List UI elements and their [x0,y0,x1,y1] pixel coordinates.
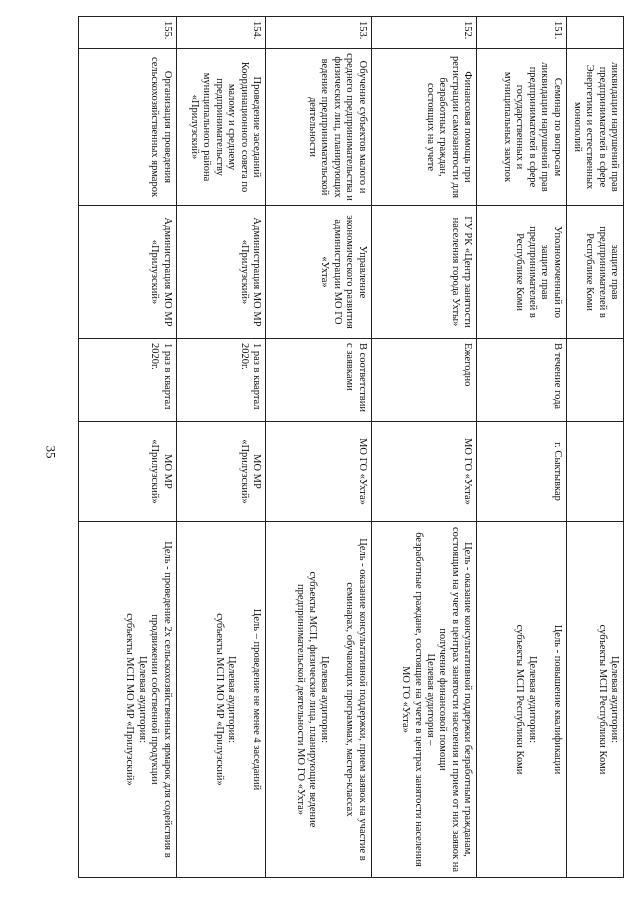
goal-line: субъекты МСП, физические лица, планирующие ведение предпринимательской деятельности МО ГО «Ухта» [294,571,319,828]
goal-line: Целевая аудитория: [226,655,238,744]
event-cell: Обучение субъектов малого и среднего предпринимательства и физических лиц, планирующих ведение предпринимательской деятельности [265,49,371,206]
period-cell: 1 раз в квартал 2020г. [176,339,265,422]
goal-line: субъекты МСП МО МР «Прилузский» [124,613,136,786]
event-cell: ликвидации нарушений прав предпринимателей в сфере Энергетики и естественных монополий [566,49,623,206]
goal-line: Цель - оказание консультативной поддержки безработным гражданам, состоящим на учете в центрах занятости населения и прием от них заявок на получение финансовой помощи [437,526,474,872]
row-number: 154. [176,17,265,49]
table-container [78,16,624,877]
goal-line: субъекты МСП МО МР «Прилузский» [213,613,225,786]
row-number: 155. [79,17,177,49]
event-cell: Организация проведения сельскохозяйственных ярмарок [79,49,177,206]
period-cell: Ежегодно [371,339,477,422]
goal-line: Целевая аудитория: [319,655,331,744]
row-number: 153. [265,17,371,49]
goal-line: Целевая аудитория – [425,653,437,746]
event-cell: Семинар по вопросам ликвидации нарушений прав предпринимателей в сфере государственных и муниципальных закупок [477,49,566,206]
table-row [79,17,177,878]
table-row [371,17,477,878]
period-cell [566,339,623,422]
place-cell: МО ГО «Ухта» [265,422,371,522]
goal-cell [265,522,371,878]
event-cell: Проведение заседаний Координационного совета по малому и среднему предпринимательству муниципального района «Прилузский» [176,49,265,206]
goal-line: Целевая аудитория: [136,655,148,744]
executor-cell: защите прав предпринимателей в Республике Коми [566,206,623,339]
goal-line: Цель - оказание консультативной поддержки, прием заявок на участие в семинарах, обучающих программах, мастер-классах [344,538,368,861]
goal-line: Цель – проведение не менее 4 заседаний [250,608,262,791]
goal-line: субъекты МСП Республики Коми [596,624,608,775]
place-cell [566,422,623,522]
period-cell: В соответствии с заявками [265,339,371,422]
goal-line: Целевая аудитория: [526,655,538,744]
page-number: 35 [43,445,59,459]
row-number: 151. [477,17,566,49]
event-cell: Финансовая помощь при регистрации самозанятости для безработных граждан, состоящих на учете [371,49,477,206]
table-row [477,17,566,878]
period-cell: 1 раз в квартал 2020г. [79,339,177,422]
executor-cell: Уполномоченный по защите прав предпринимателей в Республике Коми [477,206,566,339]
goal-line [538,526,550,873]
place-cell: МО МР «Прилузский» [79,422,177,522]
goal-line: субъекты МСП Республики Коми [514,624,526,775]
executor-cell: Управление экономического развития администрации МО ГО «Ухта» [265,206,371,339]
events-table [78,16,624,878]
goal-line: безработные граждане, состоящие на учете в центрах занятости населения [412,532,424,867]
executor-cell: ГУ РК «Центр занятости населения города Ухты» [371,206,477,339]
goal-cell [79,522,177,878]
goal-line: Целевая аудитория: [609,655,620,744]
goal-cell [176,522,265,878]
goal-line: Цель - проведение 2х сельскохозяйственных ярмарок для содействия в продвижении собственной продукции [149,541,173,858]
executor-cell: Администрация МО МР «Прилузский» [79,206,177,339]
goal-cell [371,522,477,878]
goal-line [237,526,249,873]
place-cell: МО ГО «Ухта» [371,422,477,522]
table-row [176,17,265,878]
place-cell: г. Сыктывкар [477,422,566,522]
row-number: 152. [371,17,477,49]
goal-line: МО ГО «Ухта» [400,666,412,733]
goal-line [330,526,342,873]
executor-cell: Администрация МО МР «Прилузский» [176,206,265,339]
table-row [265,17,371,878]
row-number [566,17,623,49]
table-body [79,17,624,878]
table-row [566,17,623,878]
period-cell: В течение года [477,339,566,422]
goal-line: Цель - повышение квалификации [551,624,563,775]
goal-cell [477,522,566,878]
goal-cell [566,522,623,878]
place-cell: МО МР «Прилузский» [176,422,265,522]
